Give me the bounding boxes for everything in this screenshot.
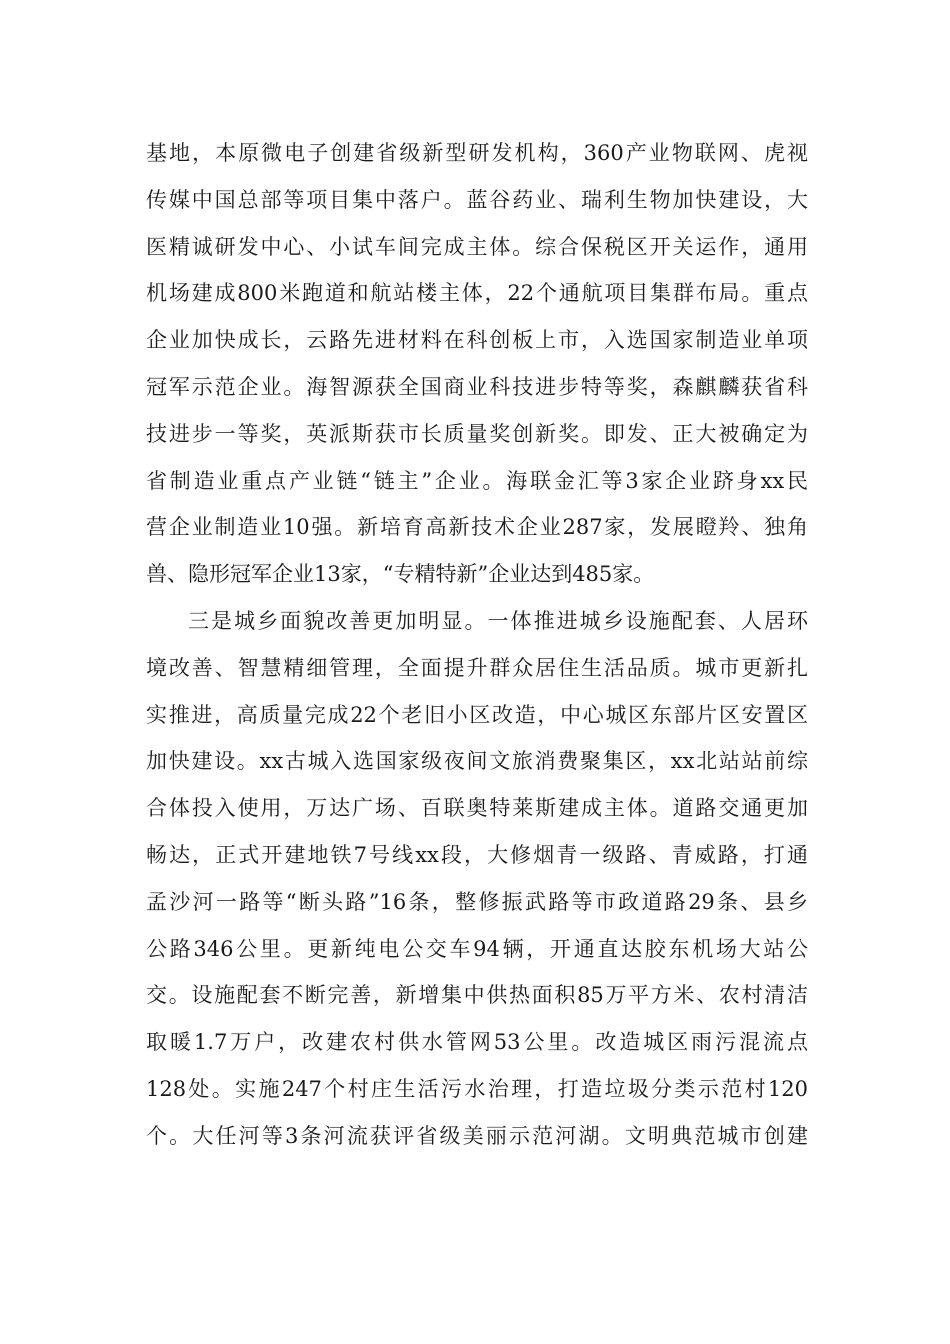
paragraph-line: 机场建成800米跑道和航站楼主体，22个通航项目集群布局。重点: [146, 281, 808, 306]
paragraph-line: 技进步一等奖，英派斯获市长质量奖创新奖。即发、正大被确定为: [146, 421, 808, 446]
paragraph-line: 省制造业重点产业链“链主”企业。海联金汇等3家企业跻身xx民: [146, 468, 808, 493]
paragraph-line: 交。设施配套不断完善，新增集中供热面积85万平方米、农村清洁: [146, 983, 808, 1008]
paragraph-line: 合体投入使用，万达广场、百联奥特莱斯建成主体。道路交通更加: [146, 796, 808, 821]
paragraph-line: 加快建设。xx古城入选国家级夜间文旅消费聚集区，xx北站站前综: [146, 749, 808, 774]
paragraph-line: 冠军示范企业。海智源获全国商业科技进步特等奖，森麒麟获省科: [146, 374, 808, 399]
paragraph-line: 营企业制造业10强。新培育高新技术企业287家，发展瞪羚、独角: [146, 515, 808, 540]
paragraph-line: 兽、隐形冠军企业13家，“专精特新”企业达到485家。: [146, 562, 655, 587]
paragraph-line: 境改善、智慧精细管理，全面提升群众居住生活品质。城市更新扎: [146, 655, 808, 680]
paragraph-line: 传媒中国总部等项目集中落户。蓝谷药业、瑞利生物加快建设，大: [146, 187, 808, 212]
paragraph-line: 基地，本原微电子创建省级新型研发机构，360产业物联网、虎视: [146, 141, 808, 165]
paragraph-line: 128处。实施247个村庄生活污水治理，打造垃圾分类示范村120: [146, 1076, 808, 1101]
paragraph-line: 公路346公里。更新纯电公交车94辆，开通直达胶东机场大站公: [146, 936, 808, 961]
paragraph-1: [146, 130, 808, 598]
paragraph-line: 个。大任河等3条河流获评省级美丽示范河湖。文明典范城市创建: [146, 1123, 808, 1148]
paragraph-line: 实推进，高质量完成22个老旧小区改造，中心城区东部片区安置区: [146, 702, 808, 727]
paragraph-line: 医精诚研发中心、小试车间完成主体。综合保税区开关运作，通用: [146, 234, 808, 259]
document-body: [146, 130, 808, 1160]
paragraph-line: 孟沙河一路等“断头路”16条，整修振武路等市政道路29条、县乡: [146, 889, 808, 914]
paragraph-line: 三是城乡面貌改善更加明显。一体推进城乡设施配套、人居环: [188, 608, 808, 633]
paragraph-line: 取暖1.7万户，改建农村供水管网53公里。改造城区雨污混流点: [146, 1030, 808, 1055]
paragraph-2: [146, 598, 808, 1160]
paragraph-line: 畅达，正式开建地铁7号线xx段，大修烟青一级路、青威路，打通: [146, 842, 808, 867]
paragraph-line: 企业加快成长，云路先进材料在科创板上市，入选国家制造业单项: [146, 328, 808, 353]
